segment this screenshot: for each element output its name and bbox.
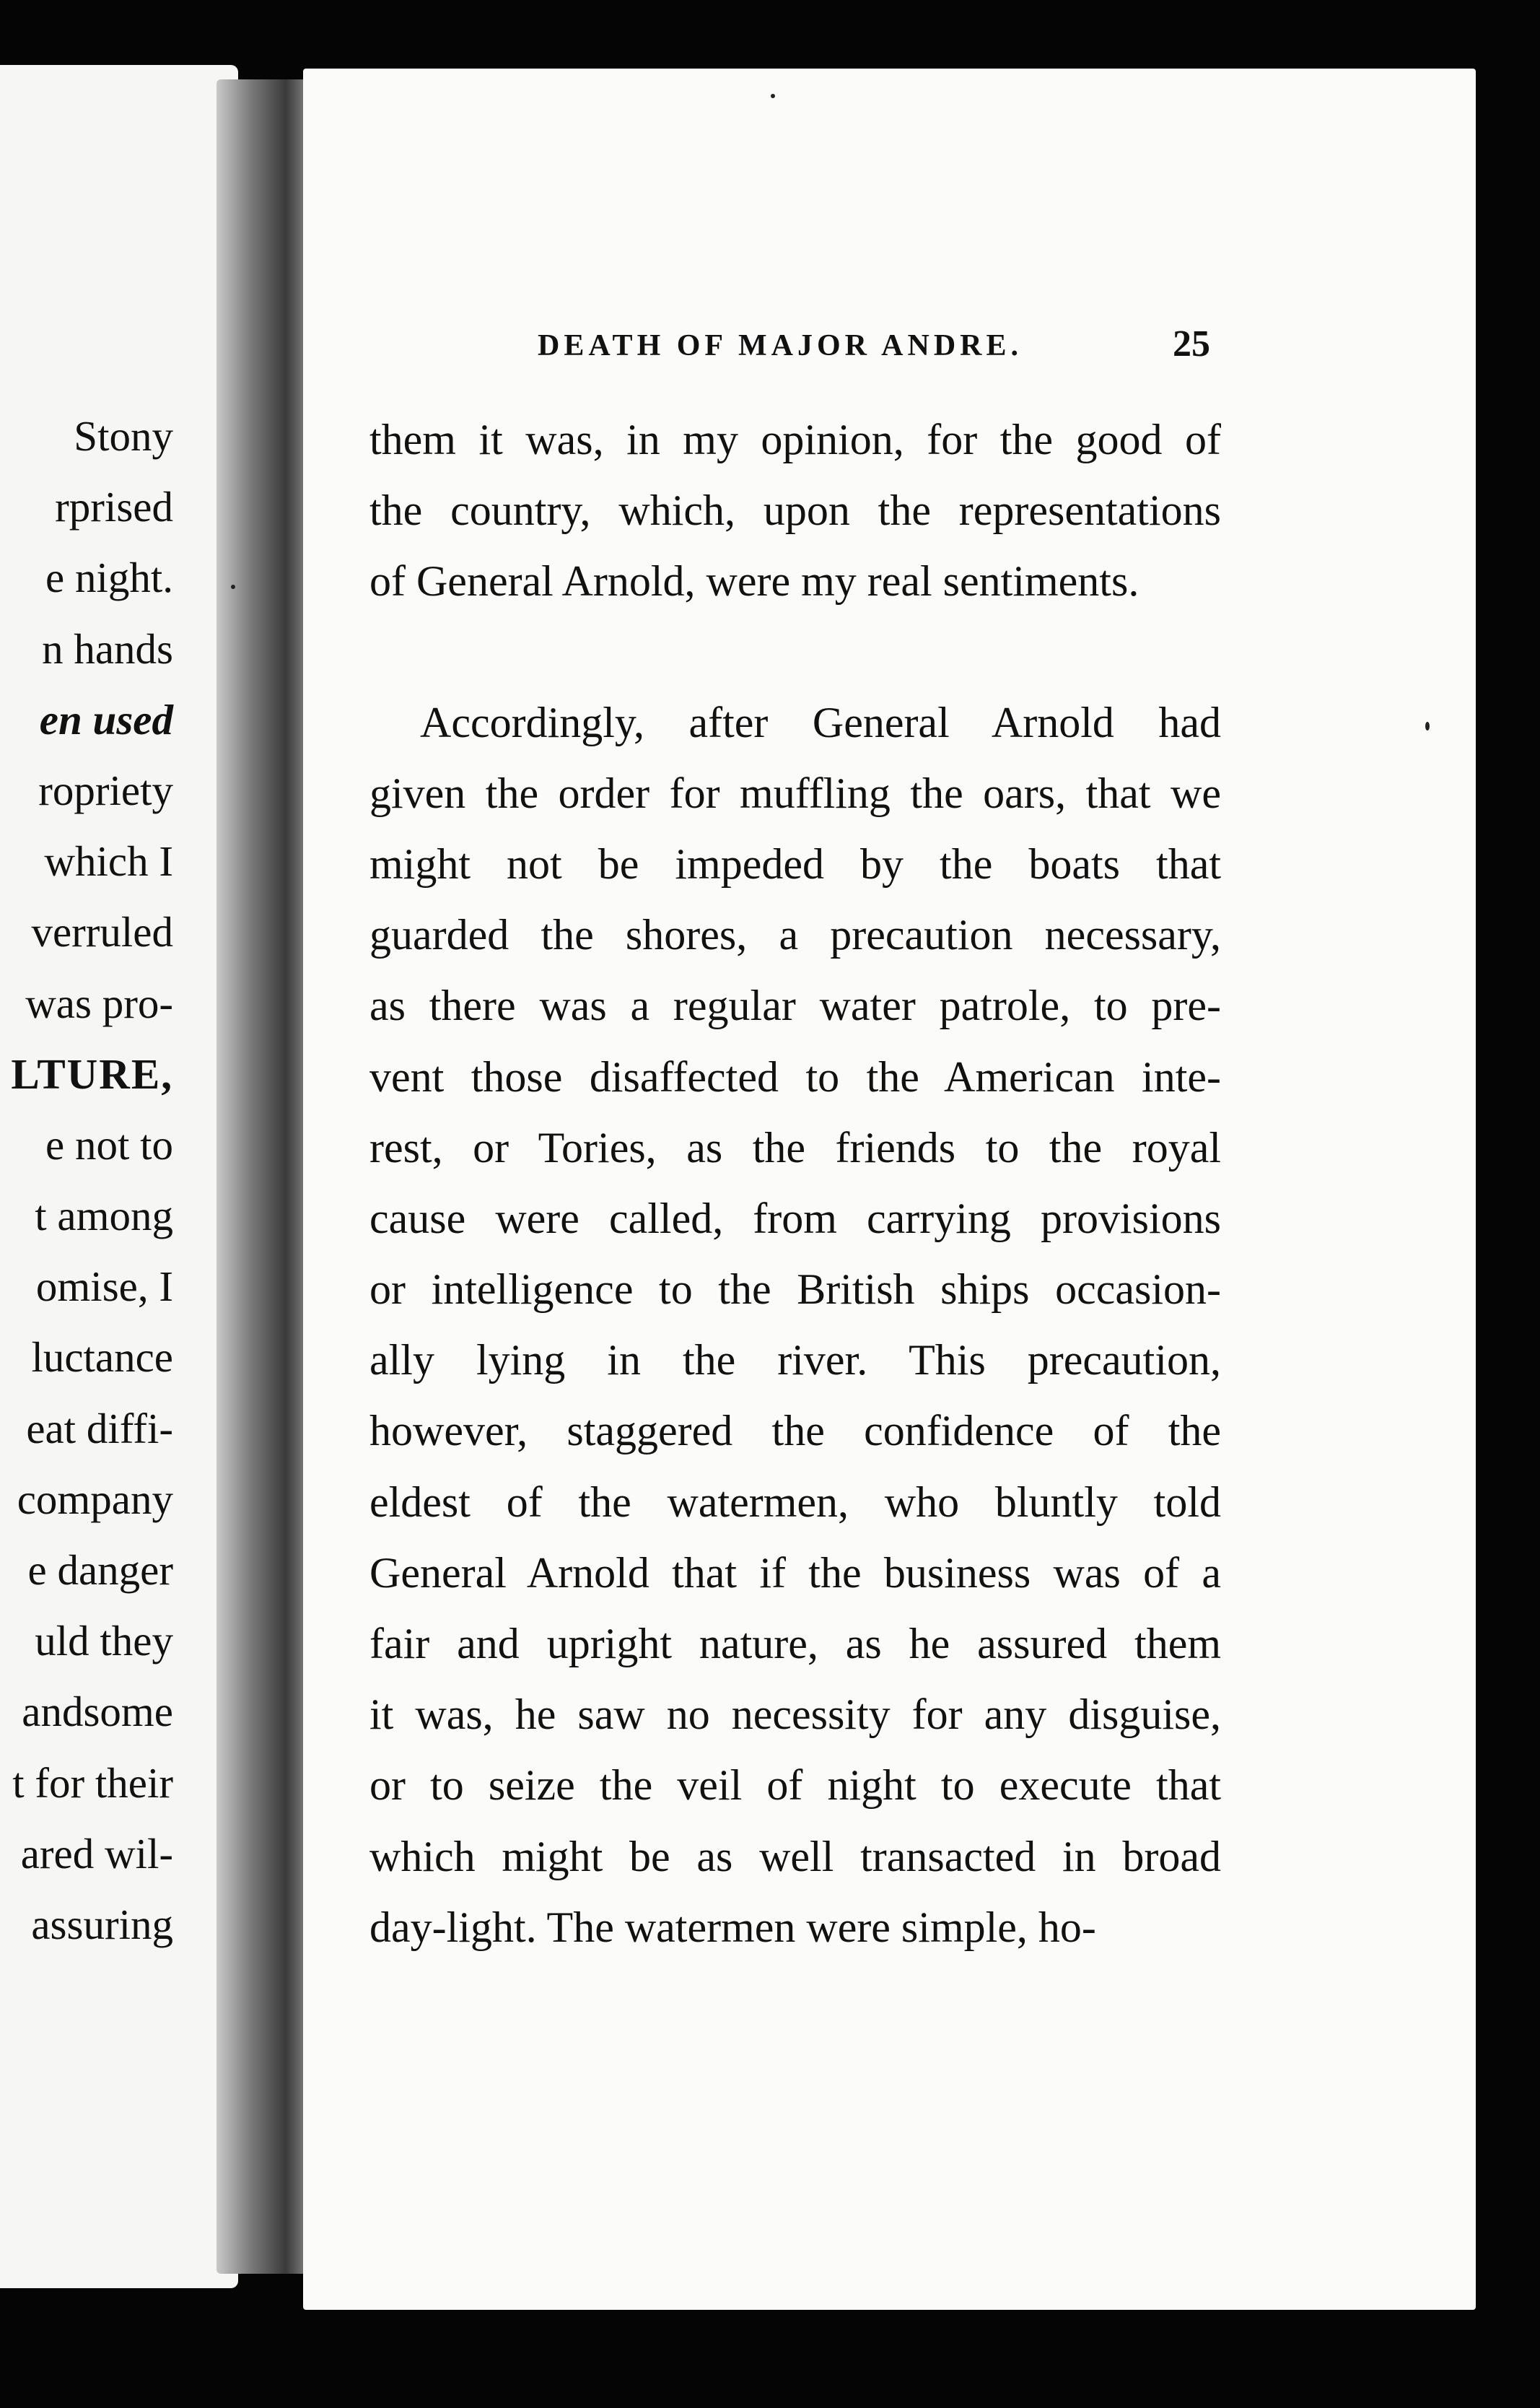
- text-line: day-light. The watermen were simple, ho-: [369, 1903, 1096, 1951]
- left-line: e night.: [45, 554, 173, 602]
- left-line: LTURE,: [11, 1050, 173, 1098]
- text-line: of General Arnold, were my real sentiments.: [369, 557, 1139, 606]
- text-line: Accordingly, after General Arnold had: [420, 698, 1221, 746]
- paragraph-2: [369, 687, 1221, 1963]
- left-line: n hands: [42, 624, 173, 673]
- left-page-fragment: [0, 65, 238, 2288]
- ink-speck: [231, 585, 235, 589]
- left-line: assuring: [31, 1900, 173, 1948]
- text-line: given the order for muffling the oars, that we: [369, 769, 1221, 817]
- ink-speck: [1425, 722, 1430, 730]
- text-line: or to seize the veil of night to execute that: [369, 1761, 1221, 1810]
- left-page-text: [0, 401, 173, 1960]
- left-line: ropriety: [38, 766, 173, 814]
- left-line: t among: [35, 1192, 173, 1240]
- left-line: e danger: [27, 1546, 173, 1594]
- left-line: rprised: [55, 483, 173, 531]
- text-line: it was, he saw no necessity for any disguise,: [369, 1691, 1221, 1739]
- left-line: company: [17, 1475, 173, 1523]
- text-line: fair and upright nature, as he assured them: [369, 1620, 1221, 1667]
- paragraph-1: [369, 404, 1221, 617]
- running-head: [538, 323, 1259, 372]
- left-line: was pro-: [25, 979, 173, 1027]
- text-line: guarded the shores, a precaution necessary,: [369, 911, 1221, 959]
- left-line: ared wil-: [20, 1829, 173, 1877]
- left-line: t for their: [12, 1758, 173, 1807]
- ink-speck: [771, 94, 775, 98]
- left-line: eat diffi-: [26, 1404, 173, 1452]
- text-line: however, staggered the confidence of the: [369, 1407, 1221, 1455]
- text-line: cause were called, from carrying provisions: [369, 1194, 1221, 1242]
- text-line: them it was, in my opinion, for the good of: [369, 416, 1221, 463]
- left-line: Stony: [74, 412, 173, 460]
- running-head-title: DEATH OF MAJOR ANDRE.: [538, 329, 1023, 362]
- left-line: en used: [39, 695, 173, 743]
- text-line: vent those disaffected to the American inte-: [369, 1052, 1221, 1101]
- page-body: [369, 404, 1221, 1963]
- page-number: 25: [1173, 323, 1210, 365]
- text-line: ally lying in the river. This precaution,: [369, 1336, 1221, 1384]
- text-line: might not be impeded by the boats that: [369, 839, 1221, 888]
- left-line: uld they: [35, 1617, 173, 1665]
- text-line: which might be as well transacted in broad: [369, 1832, 1221, 1880]
- left-line: omise, I: [35, 1262, 173, 1311]
- text-line: eldest of the watermen, who bluntly told: [369, 1478, 1221, 1526]
- left-line: luctance: [31, 1333, 173, 1382]
- text-line: as there was a regular water patrole, to pre-: [369, 982, 1221, 1030]
- text-line: or intelligence to the British ships occasion-: [369, 1265, 1221, 1314]
- left-line: which I: [44, 837, 173, 886]
- left-line: verruled: [31, 908, 173, 956]
- text-line: the country, which, upon the representations: [369, 487, 1221, 535]
- left-line: andsome: [22, 1688, 173, 1736]
- text-line: rest, or Tories, as the friends to the royal: [369, 1123, 1221, 1172]
- left-line: e not to: [45, 1120, 173, 1169]
- text-line: General Arnold that if the business was of a: [369, 1548, 1221, 1597]
